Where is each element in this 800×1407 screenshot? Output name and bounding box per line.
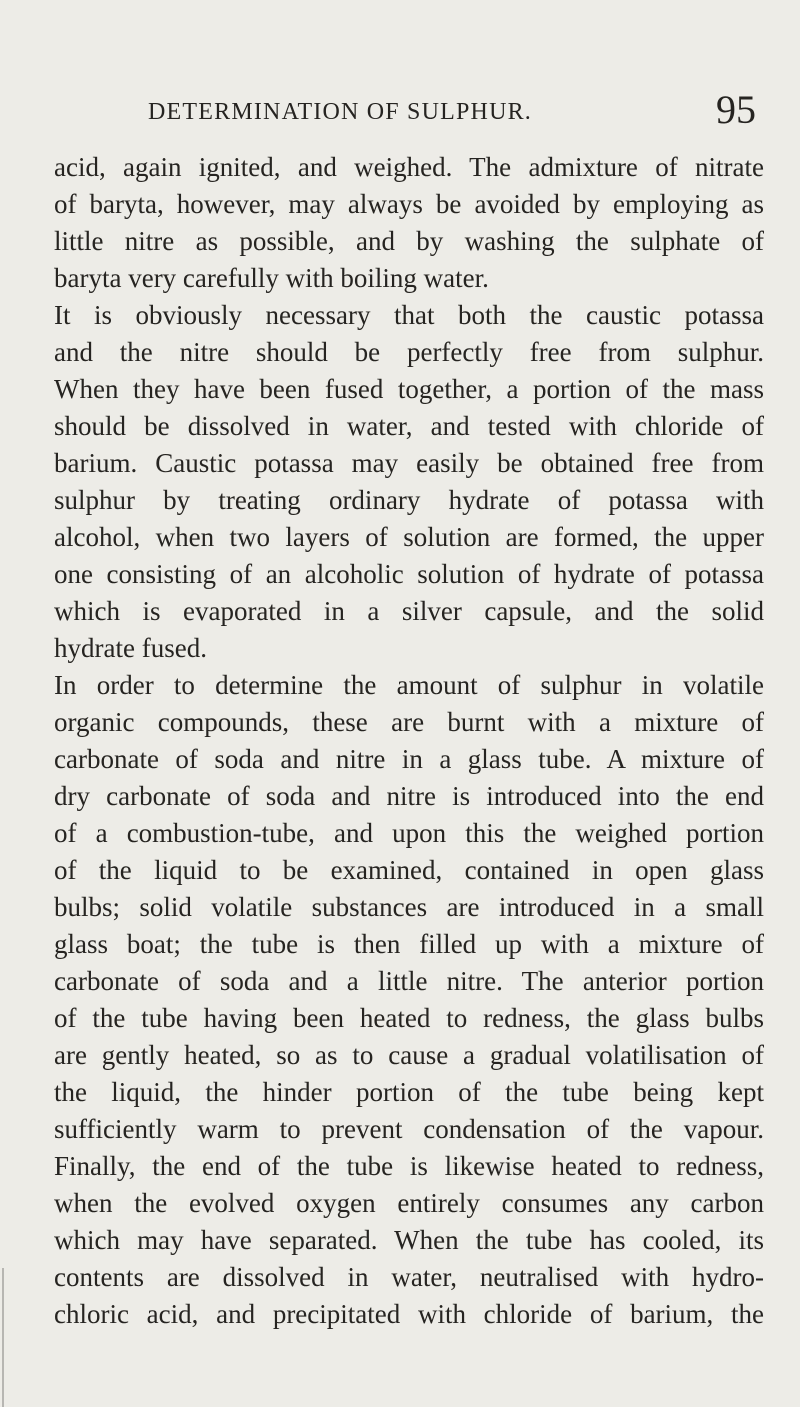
text-line: little nitre as possible, and by washing the sulphate of (54, 226, 764, 256)
text-line: carbonate of soda and nitre in a glass tube. A mixture of (54, 744, 764, 774)
text-line: should be dissolved in water, and tested with chloride of (54, 411, 764, 441)
text-line: and the nitre should be perfectly free from sulphur. (54, 337, 764, 367)
text-line: one consisting of an alcoholic solution of hydrate of potassa (54, 559, 764, 589)
page-number: 95 (716, 87, 756, 132)
text-line: carbonate of soda and a little nitre. The anterior portion (54, 966, 764, 996)
page-edge-shadow (2, 1268, 4, 1407)
text-line: which is evaporated in a silver capsule, and the solid (54, 596, 764, 626)
text-line: In order to determine the amount of sulphur in volatile (54, 670, 764, 700)
text-line: when the evolved oxygen entirely consumes any carbon (54, 1188, 764, 1218)
text-line: of a combustion-tube, and upon this the weighed portion (54, 818, 764, 848)
text-line: When they have been fused together, a portion of the mass (54, 374, 764, 404)
text-line: Finally, the end of the tube is likewise heated to redness, (54, 1151, 764, 1181)
text-line: of the liquid to be examined, contained in open glass (54, 855, 764, 885)
text-line: sulphur by treating ordinary hydrate of potassa with (54, 485, 764, 515)
page-header (148, 87, 792, 132)
text-line: bulbs; solid volatile substances are introduced in a small (54, 892, 764, 922)
text-line: of the tube having been heated to redness, the glass bulbs (54, 1003, 764, 1033)
text-line: are gently heated, so as to cause a gradual volatilisation of (54, 1040, 764, 1070)
text-line: contents are dissolved in water, neutralised with hydro- (54, 1262, 764, 1292)
text-line: baryta very carefully with boiling water. (54, 263, 489, 293)
text-line: sufficiently warm to prevent condensation of the vapour. (54, 1114, 764, 1144)
text-line: acid, again ignited, and weighed. The admixture of nitrate (54, 152, 764, 182)
text-line: which may have separated. When the tube has cooled, its (54, 1225, 764, 1255)
text-line: glass boat; the tube is then filled up with a mixture of (54, 929, 764, 959)
text-line: the liquid, the hinder portion of the tube being kept (54, 1077, 764, 1107)
text-line: organic compounds, these are burnt with a mixture of (54, 707, 764, 737)
text-line: dry carbonate of soda and nitre is introduced into the end (54, 781, 764, 811)
text-line: of baryta, however, may always be avoided by employing as (54, 189, 764, 219)
text-line: It is obviously necessary that both the caustic potassa (54, 300, 764, 330)
text-line: hydrate fused. (54, 633, 207, 663)
running-head: DETERMINATION OF SULPHUR. (148, 99, 533, 125)
text-line: alcohol, when two layers of solution are formed, the upper (54, 522, 764, 552)
text-line: barium. Caustic potassa may easily be obtained free from (54, 448, 764, 478)
text-line: chloric acid, and precipitated with chloride of barium, the (54, 1299, 764, 1329)
